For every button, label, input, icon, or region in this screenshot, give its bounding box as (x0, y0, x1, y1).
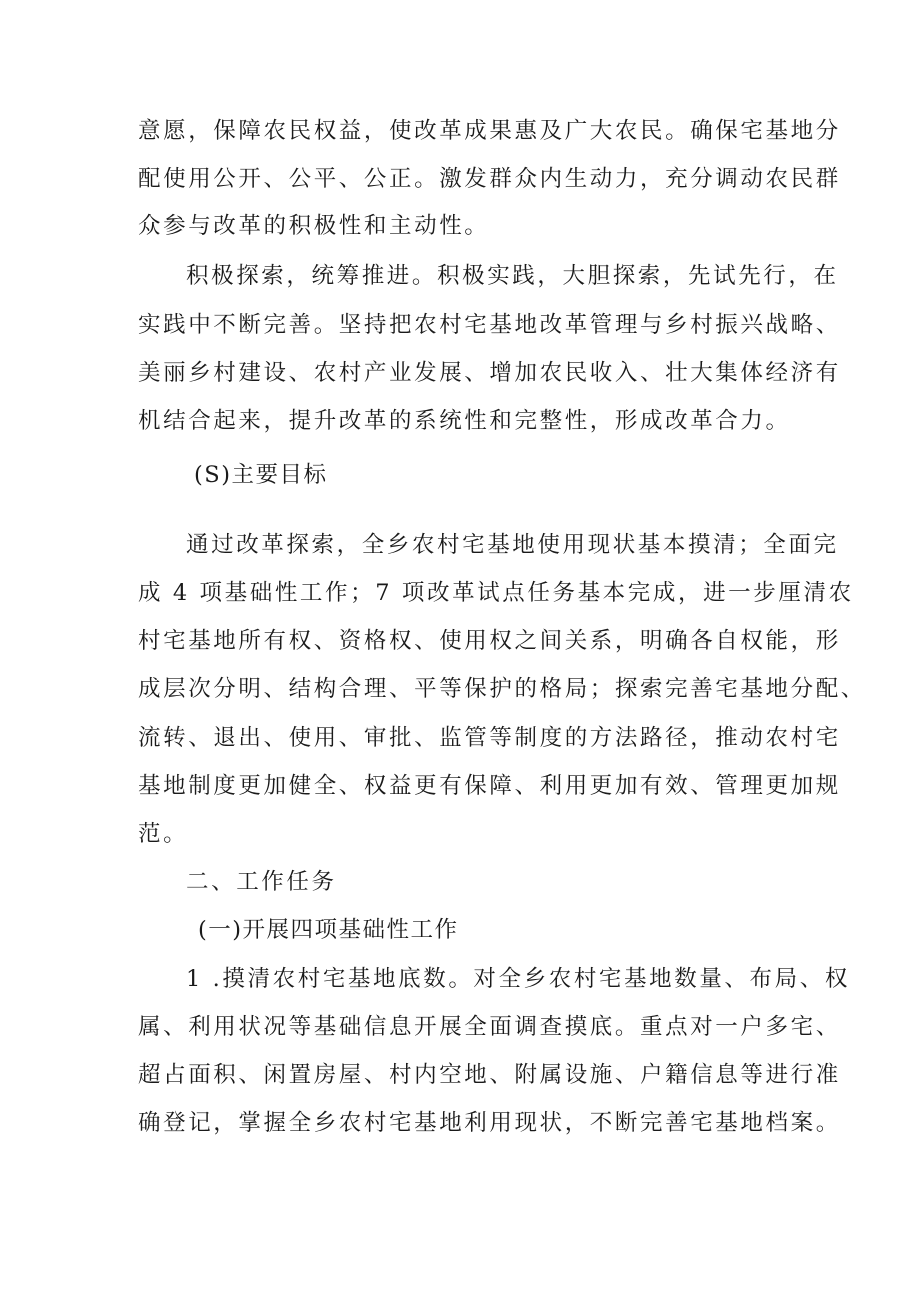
subsection-heading-four-basic-works: (一)开展四项基础性工作 (198, 917, 459, 943)
text-line: 范。 (138, 821, 189, 847)
text-line: 众参与改革的积极性和主动性。 (138, 213, 490, 239)
text-line: 机结合起来，提升改革的系统性和完整性，形成改革合力。 (138, 408, 791, 434)
text-line: 村宅基地所有权、资格权、使用权之间关系，明确各自权能，形 (138, 628, 841, 654)
section-heading-work-tasks: 二、工作任务 (186, 869, 337, 895)
text-line: 成 4 项基础性工作；7 项改革试点任务基本完成，进一步厘清农 (138, 580, 854, 606)
text-line: 通过改革探索，全乡农村宅基地使用现状基本摸清；全面完 (186, 532, 839, 558)
text-line: 流转、退出、使用、审批、监管等制度的方法路径，推动农村宅 (138, 725, 841, 751)
text-line: 配使用公开、公平、公正。激发群众内生动力，充分调动农民群 (138, 166, 841, 192)
text-line: 积极探索，统筹推进。积极实践，大胆探索，先试先行，在 (186, 263, 839, 289)
section-heading-main-goals: (S)主要目标 (194, 462, 328, 488)
text-line: 实践中不断完善。坚持把农村宅基地改革管理与乡村振兴战略、 (138, 312, 841, 338)
text-line: 超占面积、闲置房屋、村内空地、附属设施、户籍信息等进行准 (138, 1062, 841, 1088)
text-line: 意愿，保障农民权益，使改革成果惠及广大农民。确保宅基地分 (138, 118, 841, 144)
text-line: 成层次分明、结构合理、平等保护的格局；探索完善宅基地分配、 (138, 676, 866, 702)
text-line: 基地制度更加健全、权益更有保障、利用更加有效、管理更加规 (138, 773, 841, 799)
text-line: 美丽乡村建设、农村产业发展、增加农民收入、壮大集体经济有 (138, 360, 841, 386)
text-line: 确登记，掌握全乡农村宅基地利用现状，不断完善宅基地档案。 (138, 1110, 841, 1136)
text-line: 1 .摸清农村宅基地底数。对全乡农村宅基地数量、布局、权 (186, 966, 850, 992)
text-line: 属、利用状况等基础信息开展全面调查摸底。重点对一户多宅、 (138, 1014, 841, 1040)
